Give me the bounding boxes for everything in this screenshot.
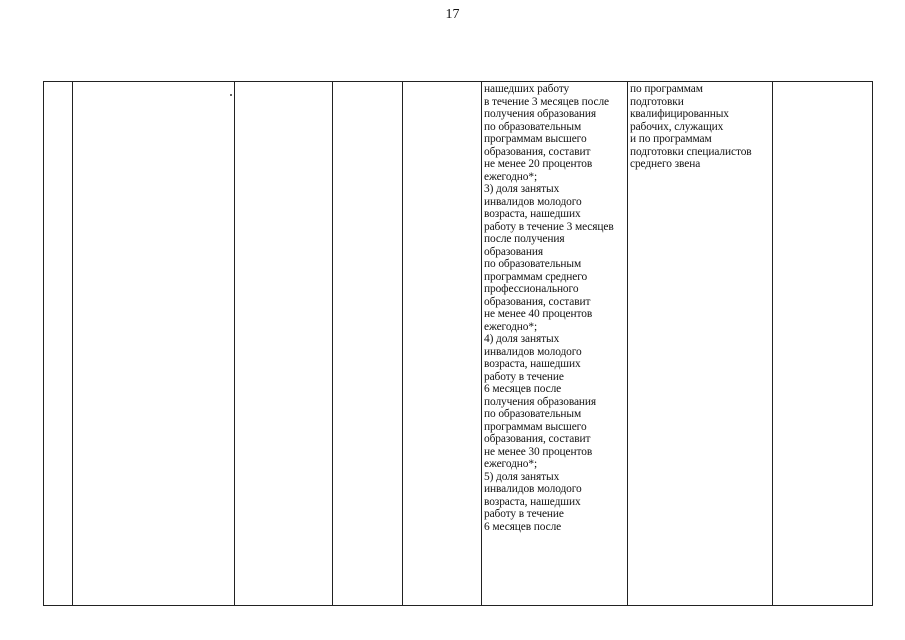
column-divider	[402, 82, 403, 605]
cell-text-line: инвалидов молодого	[484, 345, 582, 358]
continuation-table	[43, 81, 873, 606]
column-divider	[772, 82, 773, 605]
column-divider	[72, 82, 73, 605]
cell-text-line: работу в течение	[484, 370, 564, 383]
table-cell-indicators	[484, 83, 614, 533]
cell-text-line: 4) доля занятых	[484, 333, 560, 345]
cell-text-line: инвалидов молодого	[484, 483, 582, 495]
cell-text-line: программам среднего	[484, 270, 588, 283]
cell-text-line: образования, составит	[484, 433, 591, 445]
cell-text-line: программам высшего	[484, 133, 587, 145]
column-divider	[481, 82, 482, 605]
cell-text-line: возраста, нашедших	[484, 208, 581, 220]
cell-text-line: после получения	[484, 233, 565, 245]
cell-text-line: по образовательным	[484, 258, 582, 270]
cell-text-line: ежегодно*;	[484, 458, 538, 470]
column-divider	[332, 82, 333, 605]
column-divider	[627, 82, 628, 605]
cell-text-line: инвалидов молодого	[484, 195, 582, 208]
cell-text-line: образования, составит	[484, 295, 591, 308]
cell-text-line: получения образования	[484, 395, 597, 408]
stray-mark	[230, 94, 232, 96]
cell-text-line: образования	[484, 245, 543, 258]
cell-text-line: по образовательным	[484, 408, 582, 420]
cell-text-line: и по программам	[630, 133, 712, 145]
cell-text-line: не менее 40 процентов	[484, 308, 593, 320]
cell-text-line: ежегодно*;	[484, 170, 538, 183]
cell-text-line: работу в течение	[484, 508, 564, 520]
cell-text-line: возраста, нашедших	[484, 495, 581, 508]
cell-text-line: возраста, нашедших	[484, 358, 581, 370]
cell-text-line: работу в течение 3 месяцев	[484, 220, 614, 233]
cell-text-line: рабочих, служащих	[630, 120, 724, 133]
cell-text-line: образования, составит	[484, 145, 591, 158]
cell-text-line: по программам	[630, 83, 703, 95]
cell-text-line: 6 месяцев после	[484, 383, 562, 395]
column-divider	[234, 82, 235, 605]
cell-text-line: не менее 30 процентов	[484, 445, 593, 458]
cell-text-line: 5) доля занятых	[484, 470, 560, 483]
cell-text-line: ежегодно*;	[484, 320, 538, 333]
cell-text-line: не менее 20 процентов	[484, 158, 593, 170]
cell-text-line: 6 месяцев после	[484, 520, 562, 533]
cell-text-line: подготовки	[630, 95, 684, 108]
cell-text-line: среднего звена	[630, 158, 701, 170]
cell-text-line: в течение 3 месяцев после	[484, 95, 609, 108]
cell-text-line: нашедших работу	[484, 83, 570, 95]
cell-text-line: квалифицированных	[630, 108, 729, 120]
cell-text-line: по образовательным	[484, 120, 582, 133]
cell-text-line: программам высшего	[484, 420, 587, 433]
cell-text-line: получения образования	[484, 108, 597, 120]
cell-text-line: 3) доля занятых	[484, 183, 560, 195]
page-number: 17	[445, 7, 460, 22]
cell-text-line: подготовки специалистов	[630, 145, 752, 158]
table-cell-programs	[630, 83, 752, 171]
cell-text-line: профессионального	[484, 283, 579, 295]
